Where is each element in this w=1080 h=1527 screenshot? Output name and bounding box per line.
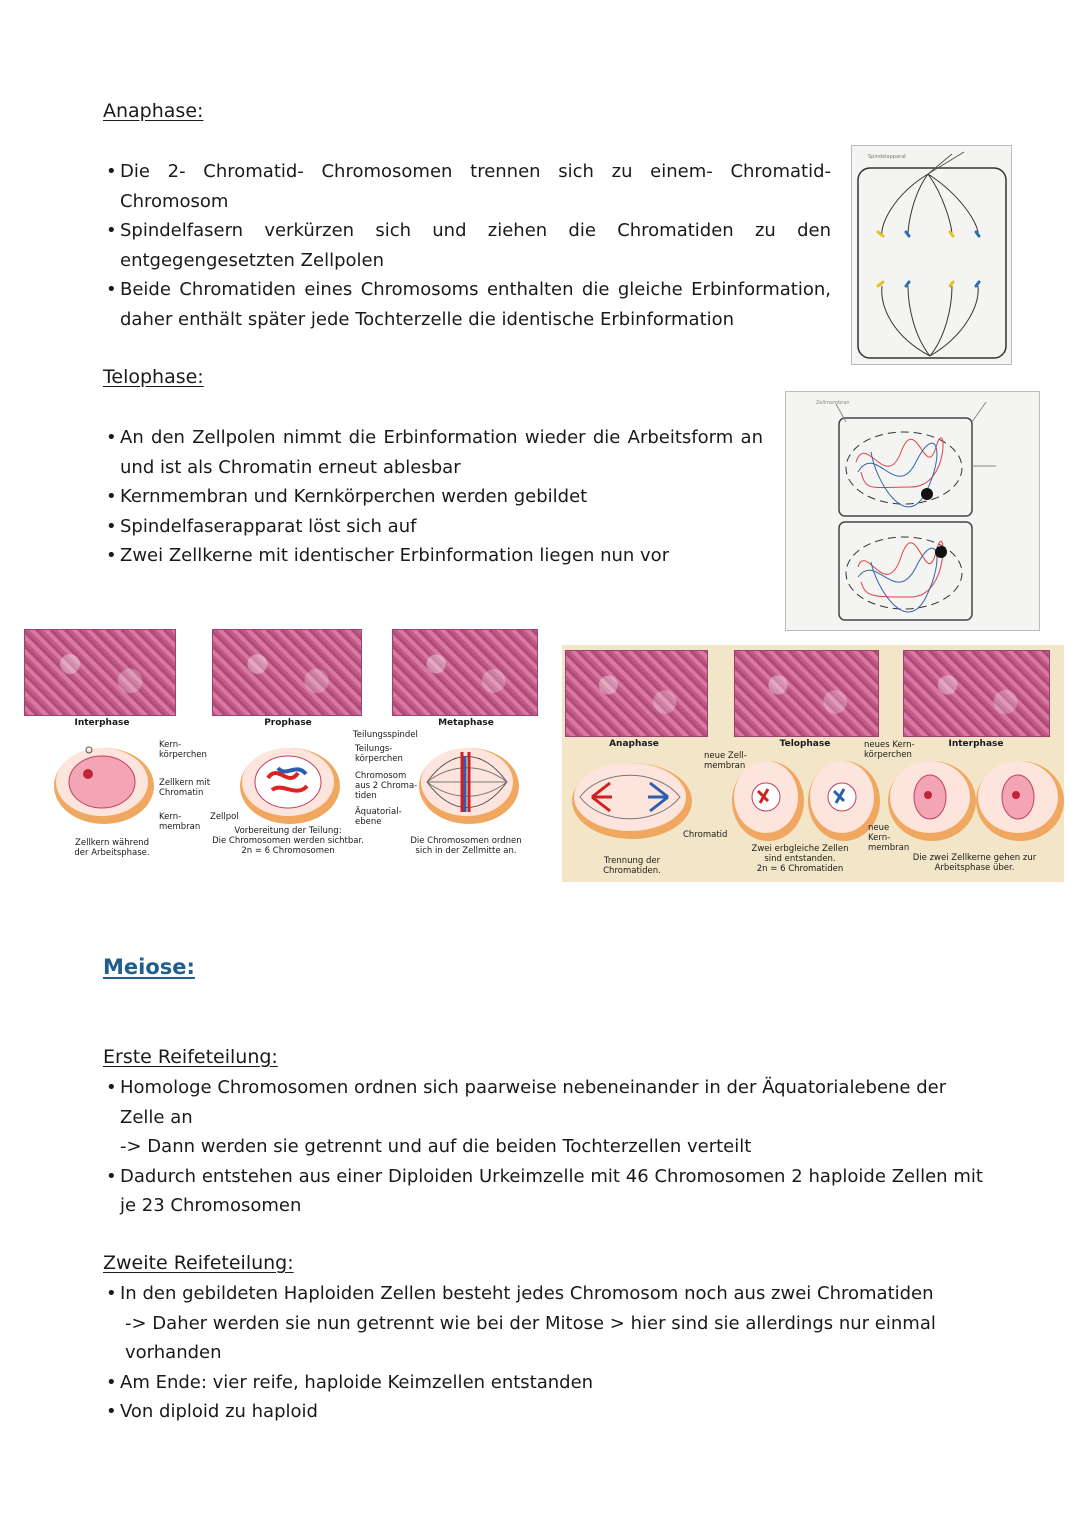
phase-label: Anaphase: [609, 739, 659, 749]
anaphase-micrograph: [565, 650, 708, 737]
metaphase-micrograph: [392, 629, 538, 716]
label-neues-kernkoerperchen: neues Kern- körperchen: [864, 740, 915, 760]
mitosis-figure-left: [22, 628, 542, 868]
list-item: • Beide Chromatiden eines Chromosoms enthalten die gleiche Erbinformation, daher enthält später jede Tochterzelle die identische Erbinformation: [103, 275, 831, 334]
label-chromosom: Chromosom aus 2 Chroma- tiden: [355, 771, 418, 801]
caption-telophase: Zwei erbgleiche Zellen sind entstanden. 2n = 6 Chromatiden: [751, 844, 849, 874]
erste-reifeteilung-list: [103, 1073, 983, 1221]
label-kernkoerperchen: Kern- körperchen: [159, 740, 207, 760]
arrow-line: -> Daher werden sie nun getrennt wie bei der Mitose > hier sind sie allerdings nur einmal vorhanden: [125, 1312, 936, 1363]
phase-label: Telophase: [779, 739, 831, 749]
list-item: • Spindelfasern verkürzen sich und ziehen die Chromatiden zu den entgegengesetzten Zellpolen: [103, 216, 831, 275]
interphase-micrograph: [24, 629, 176, 716]
meiose-heading: Meiose:: [103, 955, 195, 979]
anaphase-list: [103, 157, 831, 334]
caption-prophase: Vorbereitung der Teilung: Die Chromosomen werden sichtbar. 2n = 6 Chromosomen: [212, 826, 364, 856]
phase-label: Interphase: [948, 739, 1004, 749]
label-aequatorialebene: Äquatorial- ebene: [355, 807, 402, 827]
label-chromatid: Chromatid: [683, 830, 728, 840]
svg-text:Zellmembran: Zellmembran: [816, 400, 850, 406]
phase-label: Metaphase: [438, 718, 494, 728]
label-teilungsspindel: Teilungsspindel: [353, 730, 418, 740]
caption-interphase: Die zwei Zellkerne gehen zur Arbeitsphase über.: [912, 853, 1037, 873]
anaphase-sketch: [851, 145, 1012, 365]
cell-diagrams-right: [562, 753, 1064, 853]
phase-label: Interphase: [74, 718, 130, 728]
caption-anaphase: Trennung der Chromatiden.: [603, 856, 661, 876]
list-item: • Zwei Zellkerne mit identischer Erbinformation liegen nun vor: [103, 541, 763, 571]
list-item: • Von diploid zu haploid: [103, 1397, 983, 1427]
label-zellpol: Zellpol: [210, 812, 239, 822]
anaphase-heading: Anaphase:: [103, 100, 204, 122]
telophase-micrograph: [734, 650, 879, 737]
interphase-micrograph: [903, 650, 1050, 737]
label-neue-zellmembran: neue Zell- membran: [704, 751, 747, 771]
telophase-heading: Telophase:: [103, 366, 204, 388]
list-item: • In den gebildeten Haploiden Zellen besteht jedes Chromosom noch aus zwei Chromatiden: [103, 1279, 983, 1309]
erste-reifeteilung-heading: Erste Reifeteilung:: [103, 1046, 278, 1068]
list-item: • An den Zellpolen nimmt die Erbinformation wieder die Arbeitsform an und ist als Chromatin erneut ablesbar: [103, 423, 763, 482]
list-item: • Dadurch entstehen aus einer Diploiden Urkeimzelle mit 46 Chromosomen 2 haploide Zellen mit je 23 Chromosomen: [103, 1162, 983, 1221]
list-item: • Homologe Chromosomen ordnen sich paarweise nebeneinander in der Äquatorialebene der Zelle an: [103, 1073, 983, 1132]
label-kernmembran: Kern- membran: [159, 812, 201, 832]
mitosis-figure-right: [562, 645, 1064, 882]
phase-label: Prophase: [264, 718, 312, 728]
label-zellkern-chromatin: Zellkern mit Chromatin: [159, 778, 211, 798]
prophase-micrograph: [212, 629, 362, 716]
label-teilungskoerperchen: Teilungs- körperchen: [355, 744, 403, 764]
arrow-line: -> Dann werden sie getrennt und auf die beiden Tochterzellen verteilt: [120, 1136, 752, 1157]
svg-text:Spindelapparat: Spindelapparat: [868, 154, 907, 160]
list-item: • Am Ende: vier reife, haploide Keimzellen entstanden: [103, 1368, 983, 1398]
cell-diagrams-left: [22, 738, 542, 828]
caption-interphase: Zellkern während der Arbeitsphase.: [74, 838, 150, 858]
list-item: • Kernmembran und Kernkörperchen werden gebildet: [103, 482, 763, 512]
list-item: • Die 2- Chromatid- Chromosomen trennen sich zu einem- Chromatid- Chromosom: [103, 157, 831, 216]
telophase-sketch: [785, 391, 1040, 631]
telophase-list: [103, 423, 763, 571]
caption-metaphase: Die Chromosomen ordnen sich in der Zellmitte an.: [410, 836, 522, 856]
list-item: • Spindelfaserapparat löst sich auf: [103, 512, 763, 542]
zweite-reifeteilung-list: [103, 1279, 983, 1427]
zweite-reifeteilung-heading: Zweite Reifeteilung:: [103, 1252, 294, 1274]
label-neue-kernmembran: neue Kern- membran: [868, 823, 910, 853]
